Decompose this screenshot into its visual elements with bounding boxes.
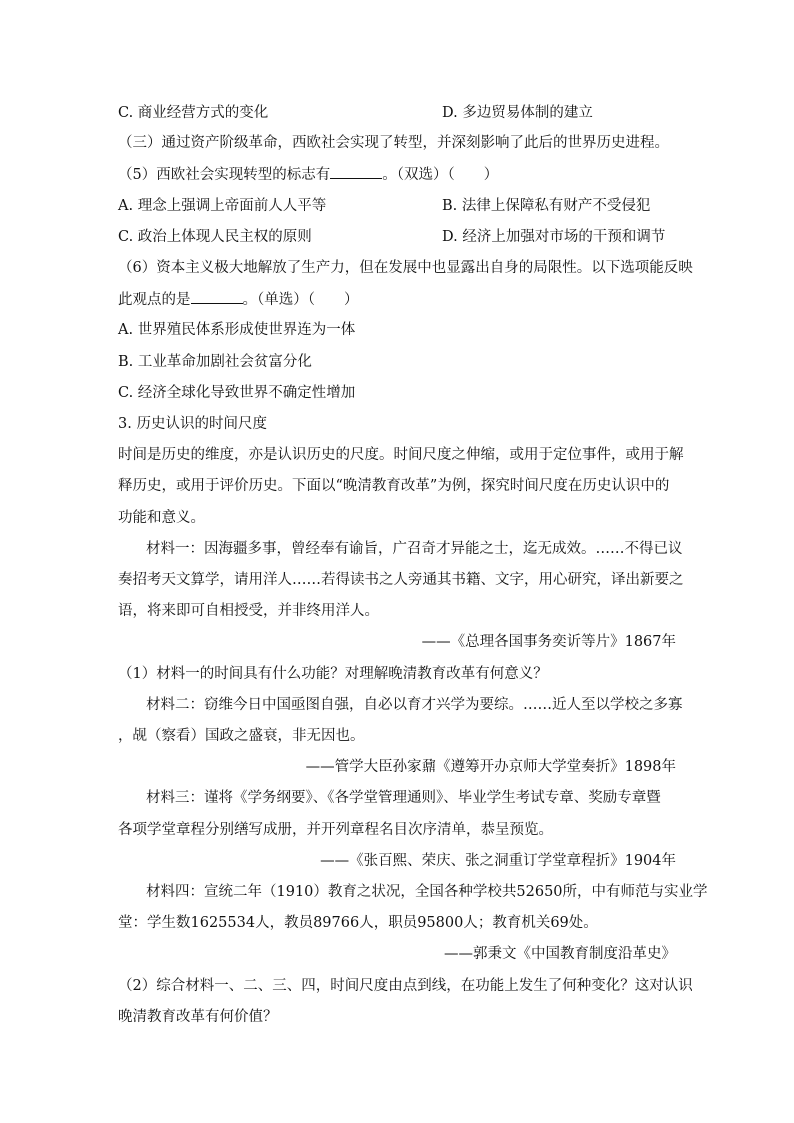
question-3-title: 3. 历史认识的时间尺度 [118,416,267,432]
option-d: D. 多边贸易体制的建立 [442,105,593,121]
material-2-line: 材料二：窃维今日中国亟图自强，自必以育才兴学为要综。……近人至以学校之多寡 [146,697,683,713]
question-5-stem-after: 。（双选）（ ） [382,167,499,183]
material-4-line: 堂：学生数1625534人，教员89766人，职员95800人；教育机关69处。 [118,915,598,931]
option-b: B. 法律上保障私有财产不受侵犯 [442,198,651,214]
material-4-line: 材料四：宣统二年（1910）教育之状况，全国各种学校共52650所，中有师范与实业学 [146,884,708,900]
option-c: C. 商业经营方式的变化 [118,105,269,121]
material-3-line: 材料三：谨将《学务纲要》、《各学堂管理通则》、毕业学生考试专章、奖励专章暨 [146,790,661,806]
intro-line: 时间是历史的维度，亦是认识历史的尺度。时间尺度之伸缩，或用于定位事件，或用于解 [118,447,684,463]
material-4-source: ——郭秉文《中国教育制度沿革史》 [444,946,676,962]
option-row-c-d [118,227,666,247]
option-c: C. 政治上体现人民主权的原则 [118,229,312,245]
material-3-line: 各项学堂章程分别缮写成册，并开列章程名目次序清单，恭呈预览。 [118,822,553,838]
intro-line: 功能和意义。 [118,510,205,526]
section3-intro: （三）通过资产阶级革命，西欧社会实现了转型，并深刻影响了此后的世界历史进程。 [118,135,669,151]
question-5-stem-before: （5）西欧社会实现转型的标志有 [118,167,331,183]
material-3-source: ——《张百熙、荣庆、张之洞重订学堂章程折》1904年 [320,853,676,869]
option-d: D. 经济上加强对市场的干预和调节 [442,229,666,245]
option-row-c-d [118,103,593,123]
answer-blank [191,289,243,304]
option-row-a-b [118,196,651,216]
material-2-line: ，觇（察看）国政之盛衰，非无因也。 [118,728,365,744]
document-page [118,0,708,1123]
option-a: A. 世界殖民体系形成使世界连为一体 [118,322,356,338]
option-b: B. 工业革命加剧社会贫富分化 [118,354,312,370]
question-6-stem-after: 。（单选）（ ） [242,292,359,308]
sub-question-2-line: （2）综合材料一、二、三、四，时间尺度由点到线，在功能上发生了何种变化？这对认识 [118,978,693,994]
material-1-line: 奏招考天文算学，请用洋人……若得读书之人旁通其书籍、文字，用心研究，译出新要之 [118,572,684,588]
question-6-stem-before: 此观点的是 [118,292,191,308]
material-2-source: ——管学大臣孙家鼐《遵筹开办京师大学堂奏折》1898年 [305,759,676,775]
sub-question-1: （1）材料一的时间具有什么功能？对理解晚清教育改革有何意义？ [118,666,548,682]
option-c: C. 经济全球化导致世界不确定性增加 [118,385,356,401]
sub-question-2-line: 晚清教育改革有何价值？ [118,1009,278,1025]
intro-line: 释历史，或用于评价历史。下面以“晚清教育改革”为例，探究时间尺度在历史认识中的 [118,478,670,494]
question-6-stem-line2 [118,289,359,310]
material-1-line: 语，将来即可自相授受，并非终用洋人。 [118,603,379,619]
material-1-source: ——《总理各国事务奕䜣等片》1867年 [421,634,676,650]
answer-blank [330,164,382,179]
material-1-line: 材料一：因海疆多事，曾经奉有谕旨，广召奇才异能之士，迄无成效。……不得已议 [146,541,683,557]
question-5-stem [118,164,498,185]
question-6-stem-line1: （6）资本主义极大地解放了生产力，但在发展中也显露出自身的局限性。以下选项能反映 [118,260,693,276]
option-a: A. 理念上强调上帝面前人人平等 [118,198,327,214]
